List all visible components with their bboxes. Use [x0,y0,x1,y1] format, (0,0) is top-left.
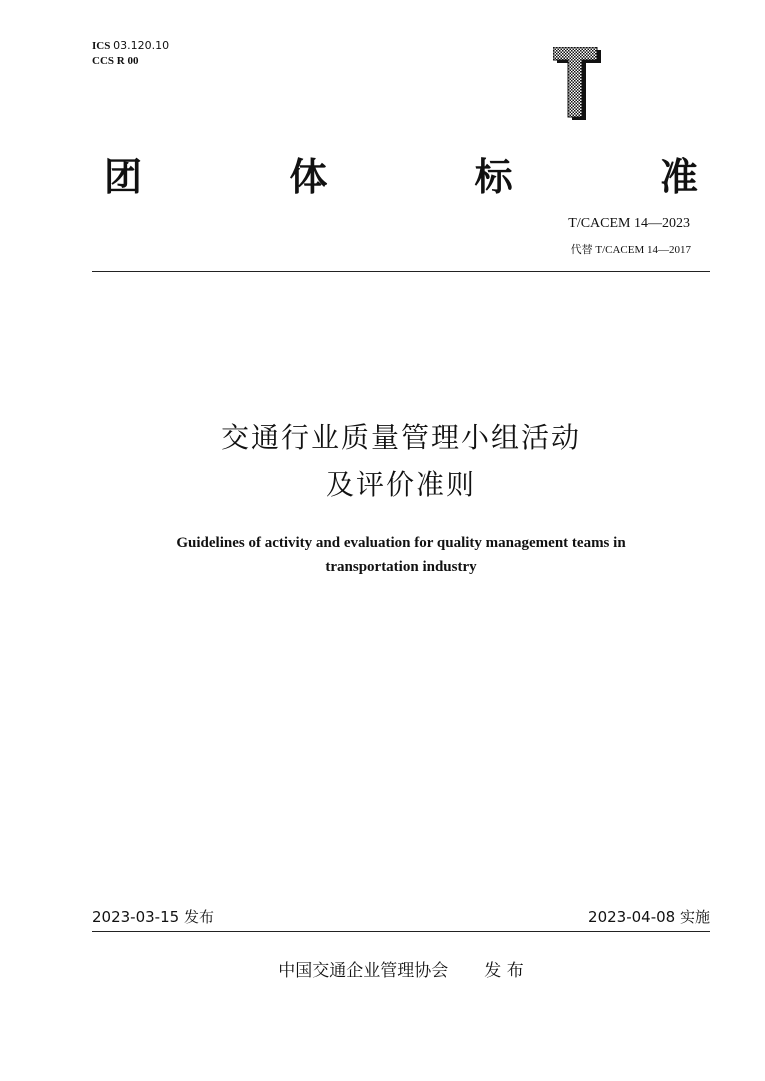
footer-divider [92,931,710,932]
ics-label: ICS [92,40,111,52]
publisher-line [92,956,710,981]
classification-block [92,38,169,69]
ics-row [92,38,169,54]
category-char: 准 [659,154,698,199]
publish-date: 2023-03-15 发布 [92,908,214,926]
title-chinese-line2: 及评价准则 [325,468,476,501]
publisher-name: 中国交通企业管理协会 [278,961,449,981]
standard-type-logo-icon [553,47,601,120]
header-divider [92,271,710,272]
category-char: 团 [104,154,143,199]
title-chinese-line1: 交通行业质量管理小组活动 [220,421,581,454]
publisher-action: 发 布 [484,961,524,981]
ccs-row [92,54,169,69]
title-english [92,531,710,579]
ics-value: 03.120.10 [113,39,170,52]
category-char: 标 [474,154,513,199]
replaces-code: 代替 T/CACEM 14—2017 [570,244,691,256]
title-english-line1: Guidelines of activity and evaluation for quality management teams in [176,535,626,551]
ccs-label: CCS [92,55,115,67]
standard-category [104,148,698,198]
title-english-line2: transportation industry [325,559,477,575]
category-char: 体 [289,154,328,199]
effective-date: 2023-04-08 实施 [588,908,710,926]
standard-code: T/CACEM 14—2023 [568,216,690,231]
ccs-value: R 00 [116,55,139,67]
